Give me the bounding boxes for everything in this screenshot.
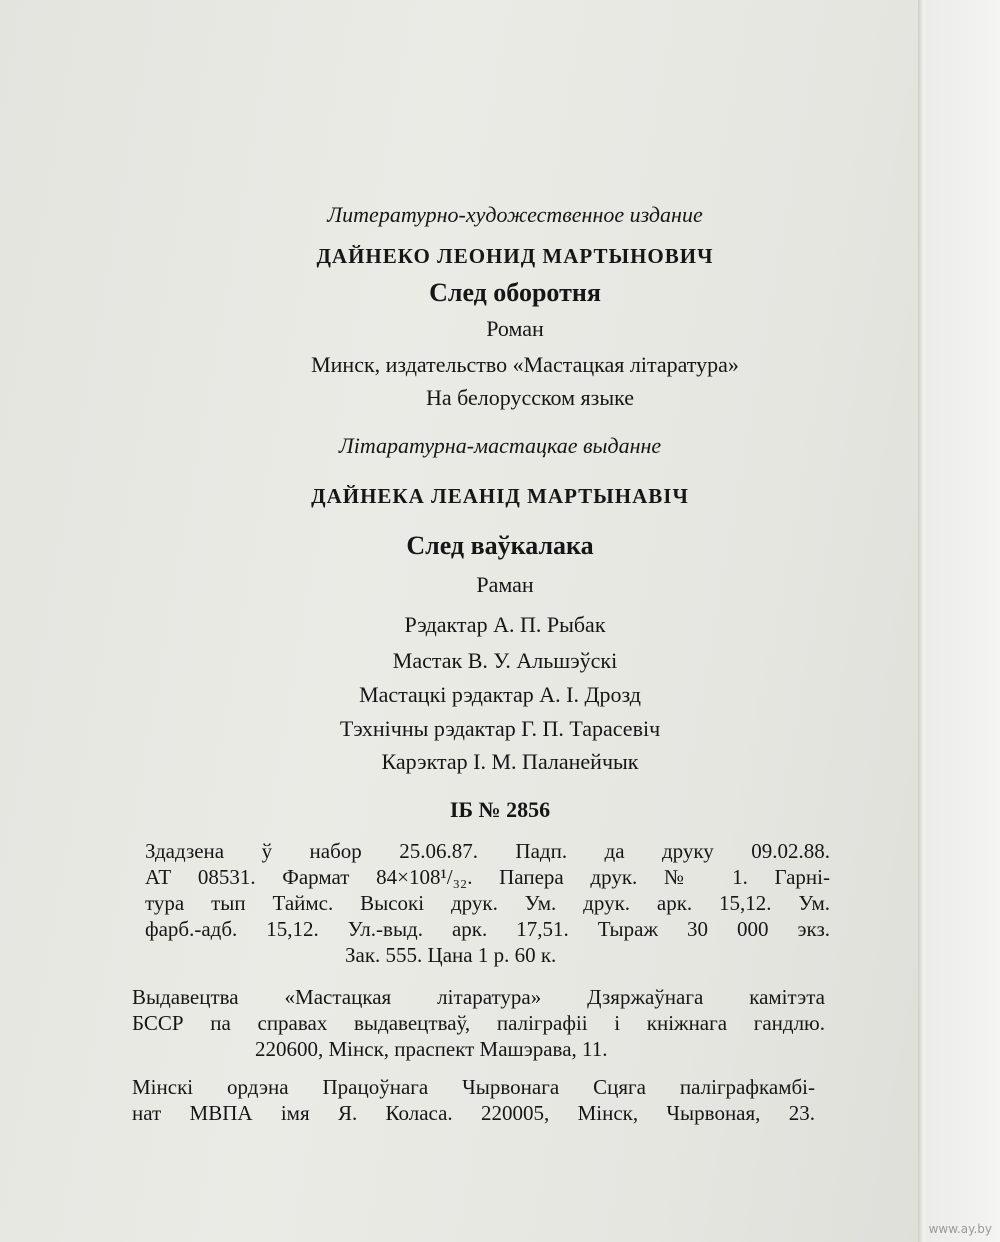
russian-publisher: Минск, издательство «Мастацкая літаратура» <box>311 352 739 377</box>
credit-artist: Мастак В. У. Альшэўскі <box>392 648 618 673</box>
publisher-line: БССР па справах выдавецтваў, паліграфіі і кніжнага гандлю. <box>132 1011 825 1035</box>
publisher-block <box>132 984 825 1036</box>
watermark: www.ay.by <box>928 1222 992 1236</box>
print-data-line: АТ 08531. Фармат 84×108¹/₃₂. Папера друк. № 1. Гарні- <box>145 865 830 889</box>
russian-edition-type: Литературно-художественное издание <box>327 202 703 227</box>
russian-language: На белорусском языке <box>425 385 635 410</box>
print-data-line: тура тып Таймс. Высокі друк. Ум. друк. арк. 15,12. Ум. <box>145 891 830 915</box>
belarusian-genre: Раман <box>476 572 534 597</box>
credit-art-editor: Мастацкі рэдактар А. І. Дрозд <box>359 682 641 707</box>
belarusian-title: След ваўкалака <box>406 531 594 560</box>
publisher-address: 220600, Мінск, праспект Машэрава, 11. <box>255 1037 608 1061</box>
print-data-line: Здадзена ў набор 25.06.87. Падп. да друку 09.02.88. <box>145 839 830 863</box>
russian-title: След оборотня <box>429 278 601 307</box>
background-surface <box>928 0 1000 1242</box>
credit-technical-editor: Тэхнічны рэдактар Г. П. Тарасевіч <box>339 716 661 741</box>
belarusian-edition-type: Літаратурна-мастацкае выданне <box>338 433 662 458</box>
print-data-line: фарб.-адб. 15,12. Ул.-выд. арк. 17,51. Тыраж 30 000 экз. <box>145 917 830 941</box>
belarusian-author: ДАЙНЕКА ЛЕАНІД МАРТЫНАВІЧ <box>311 484 689 508</box>
printer-block <box>132 1074 815 1126</box>
ib-number: ІБ № 2856 <box>449 797 551 822</box>
russian-author: ДАЙНЕКО ЛЕОНИД МАРТЫНОВИЧ <box>316 244 714 268</box>
printer-line: нат МВПА імя Я. Коласа. 220005, Мінск, Чырвоная, 23. <box>132 1101 815 1125</box>
publisher-line: Выдавецтва «Мастацкая літаратура» Дзяржаўнага камітэта <box>132 985 825 1009</box>
print-data-last-line: Зак. 555. Цана 1 р. 60 к. <box>345 943 557 967</box>
credit-editor: Рэдактар А. П. Рыбак <box>404 612 606 637</box>
print-data-block <box>145 838 830 942</box>
russian-genre: Роман <box>486 316 544 341</box>
page-edge <box>918 0 928 1242</box>
credit-corrector: Карэктар І. М. Паланейчык <box>381 749 639 774</box>
printer-line: Мінскі ордэна Працоўнага Чырвонага Сцяга паліграфкамбі- <box>132 1075 815 1099</box>
